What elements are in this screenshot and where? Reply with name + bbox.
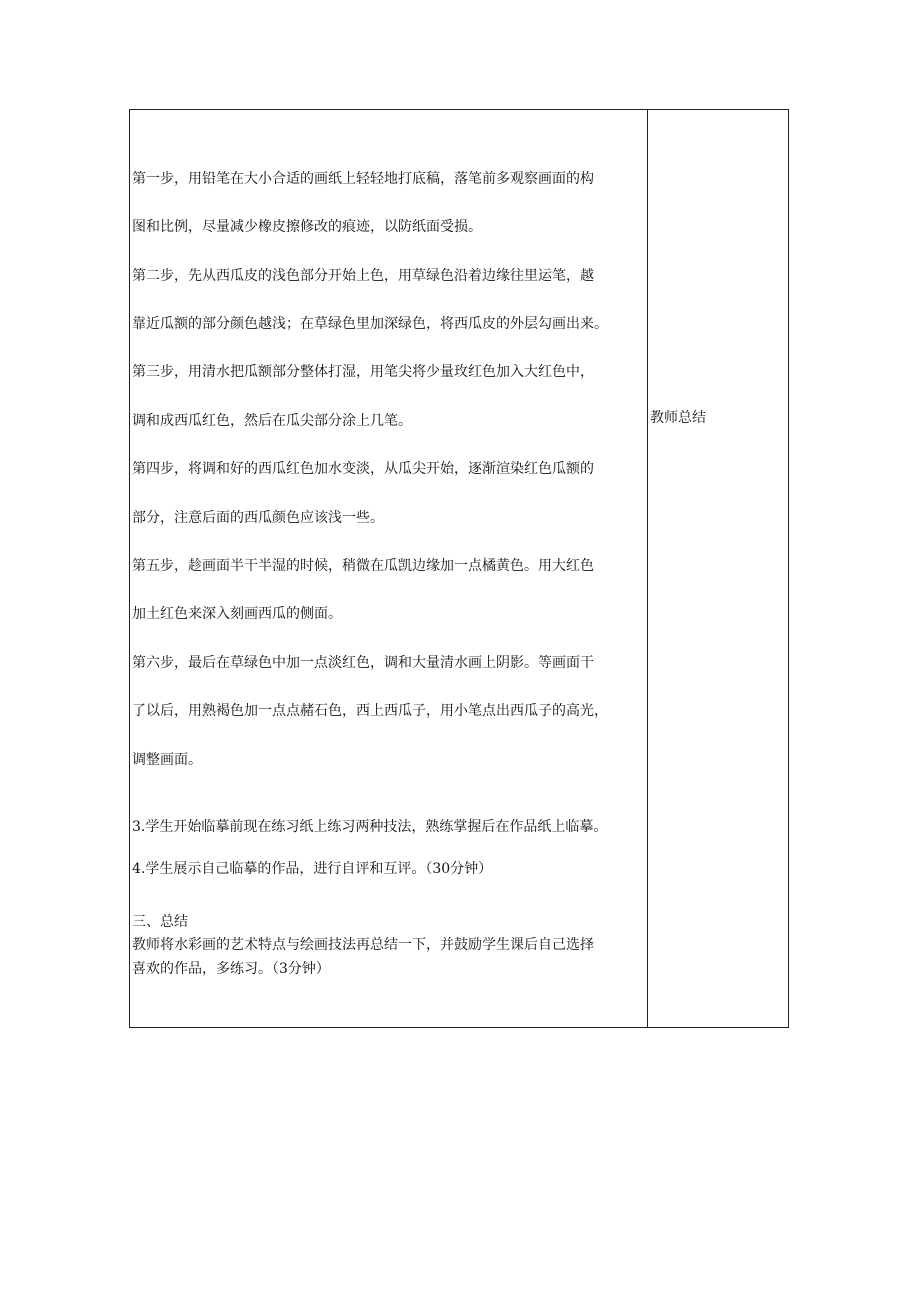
- step-1-line-2: 图和比例，尽量减少橡皮擦修改的痕迹，以防纸面受损。: [132, 219, 482, 235]
- step-6-line-3: 调整画面。: [132, 752, 202, 768]
- item-3: 3.学生开始临摹前现在练习纸上练习两种技法，熟练掌握后在作品纸上临摹。: [132, 819, 608, 835]
- step-6-line-1: 第六步，最后在草绿色中加一点淡红色，调和大量清水画上阴影。等画面干: [132, 655, 594, 671]
- step-4-line-2: 部分，注意后面的西瓜颜色应该浅一些。: [132, 510, 384, 526]
- teacher-summary-label: 教师总结: [650, 410, 706, 426]
- step-5-line-2: 加土红色来深入刻画西瓜的侧面。: [132, 606, 342, 622]
- step-5-line-1: 第五步，趁画面半干半湿的时候，稍微在瓜凯边缘加一点橘黄色。用大红色: [132, 558, 594, 574]
- step-6-line-2: 了以后，用熟褐色加一点点赭石色，西上西瓜子，用小笔点出西瓜子的高光，: [132, 703, 608, 719]
- summary-line-1: 教师将水彩画的艺术特点与绘画技法再总结一下，并鼓励学生课后自己选择: [132, 937, 594, 953]
- step-2-line-2: 靠近瓜额的部分颜色越浅；在草绿色里加深绿色，将西瓜皮的外层勾画出来。: [132, 316, 608, 332]
- step-1-line-1: 第一步，用铅笔在大小合适的画纸上轻轻地打底稿，落笔前多观察画面的构: [132, 171, 594, 187]
- notes-cell: [648, 110, 788, 1027]
- lesson-table: [129, 109, 789, 1028]
- summary-line-2: 喜欢的作品，多练习。（3分钟）: [132, 961, 330, 977]
- step-2-line-1: 第二步，先从西瓜皮的浅色部分开始上色，用草绿色沿着边缘往里运笔，越: [132, 268, 594, 284]
- summary-heading: 三、总结: [132, 914, 188, 930]
- activity-cell: [130, 110, 648, 1027]
- step-3-line-1: 第三步，用清水把瓜额部分整体打湿，用笔尖将少量玫红色加入大红色中，: [132, 364, 594, 380]
- step-3-line-2: 调和成西瓜红色，然后在瓜尖部分涂上几笔。: [132, 413, 412, 429]
- step-4-line-1: 第四步，将调和好的西瓜红色加水变淡，从瓜尖开始，逐渐渲染红色瓜额的: [132, 461, 594, 477]
- item-4: 4.学生展示自己临摹的作品，进行自评和互评。（30分钟）: [132, 861, 493, 877]
